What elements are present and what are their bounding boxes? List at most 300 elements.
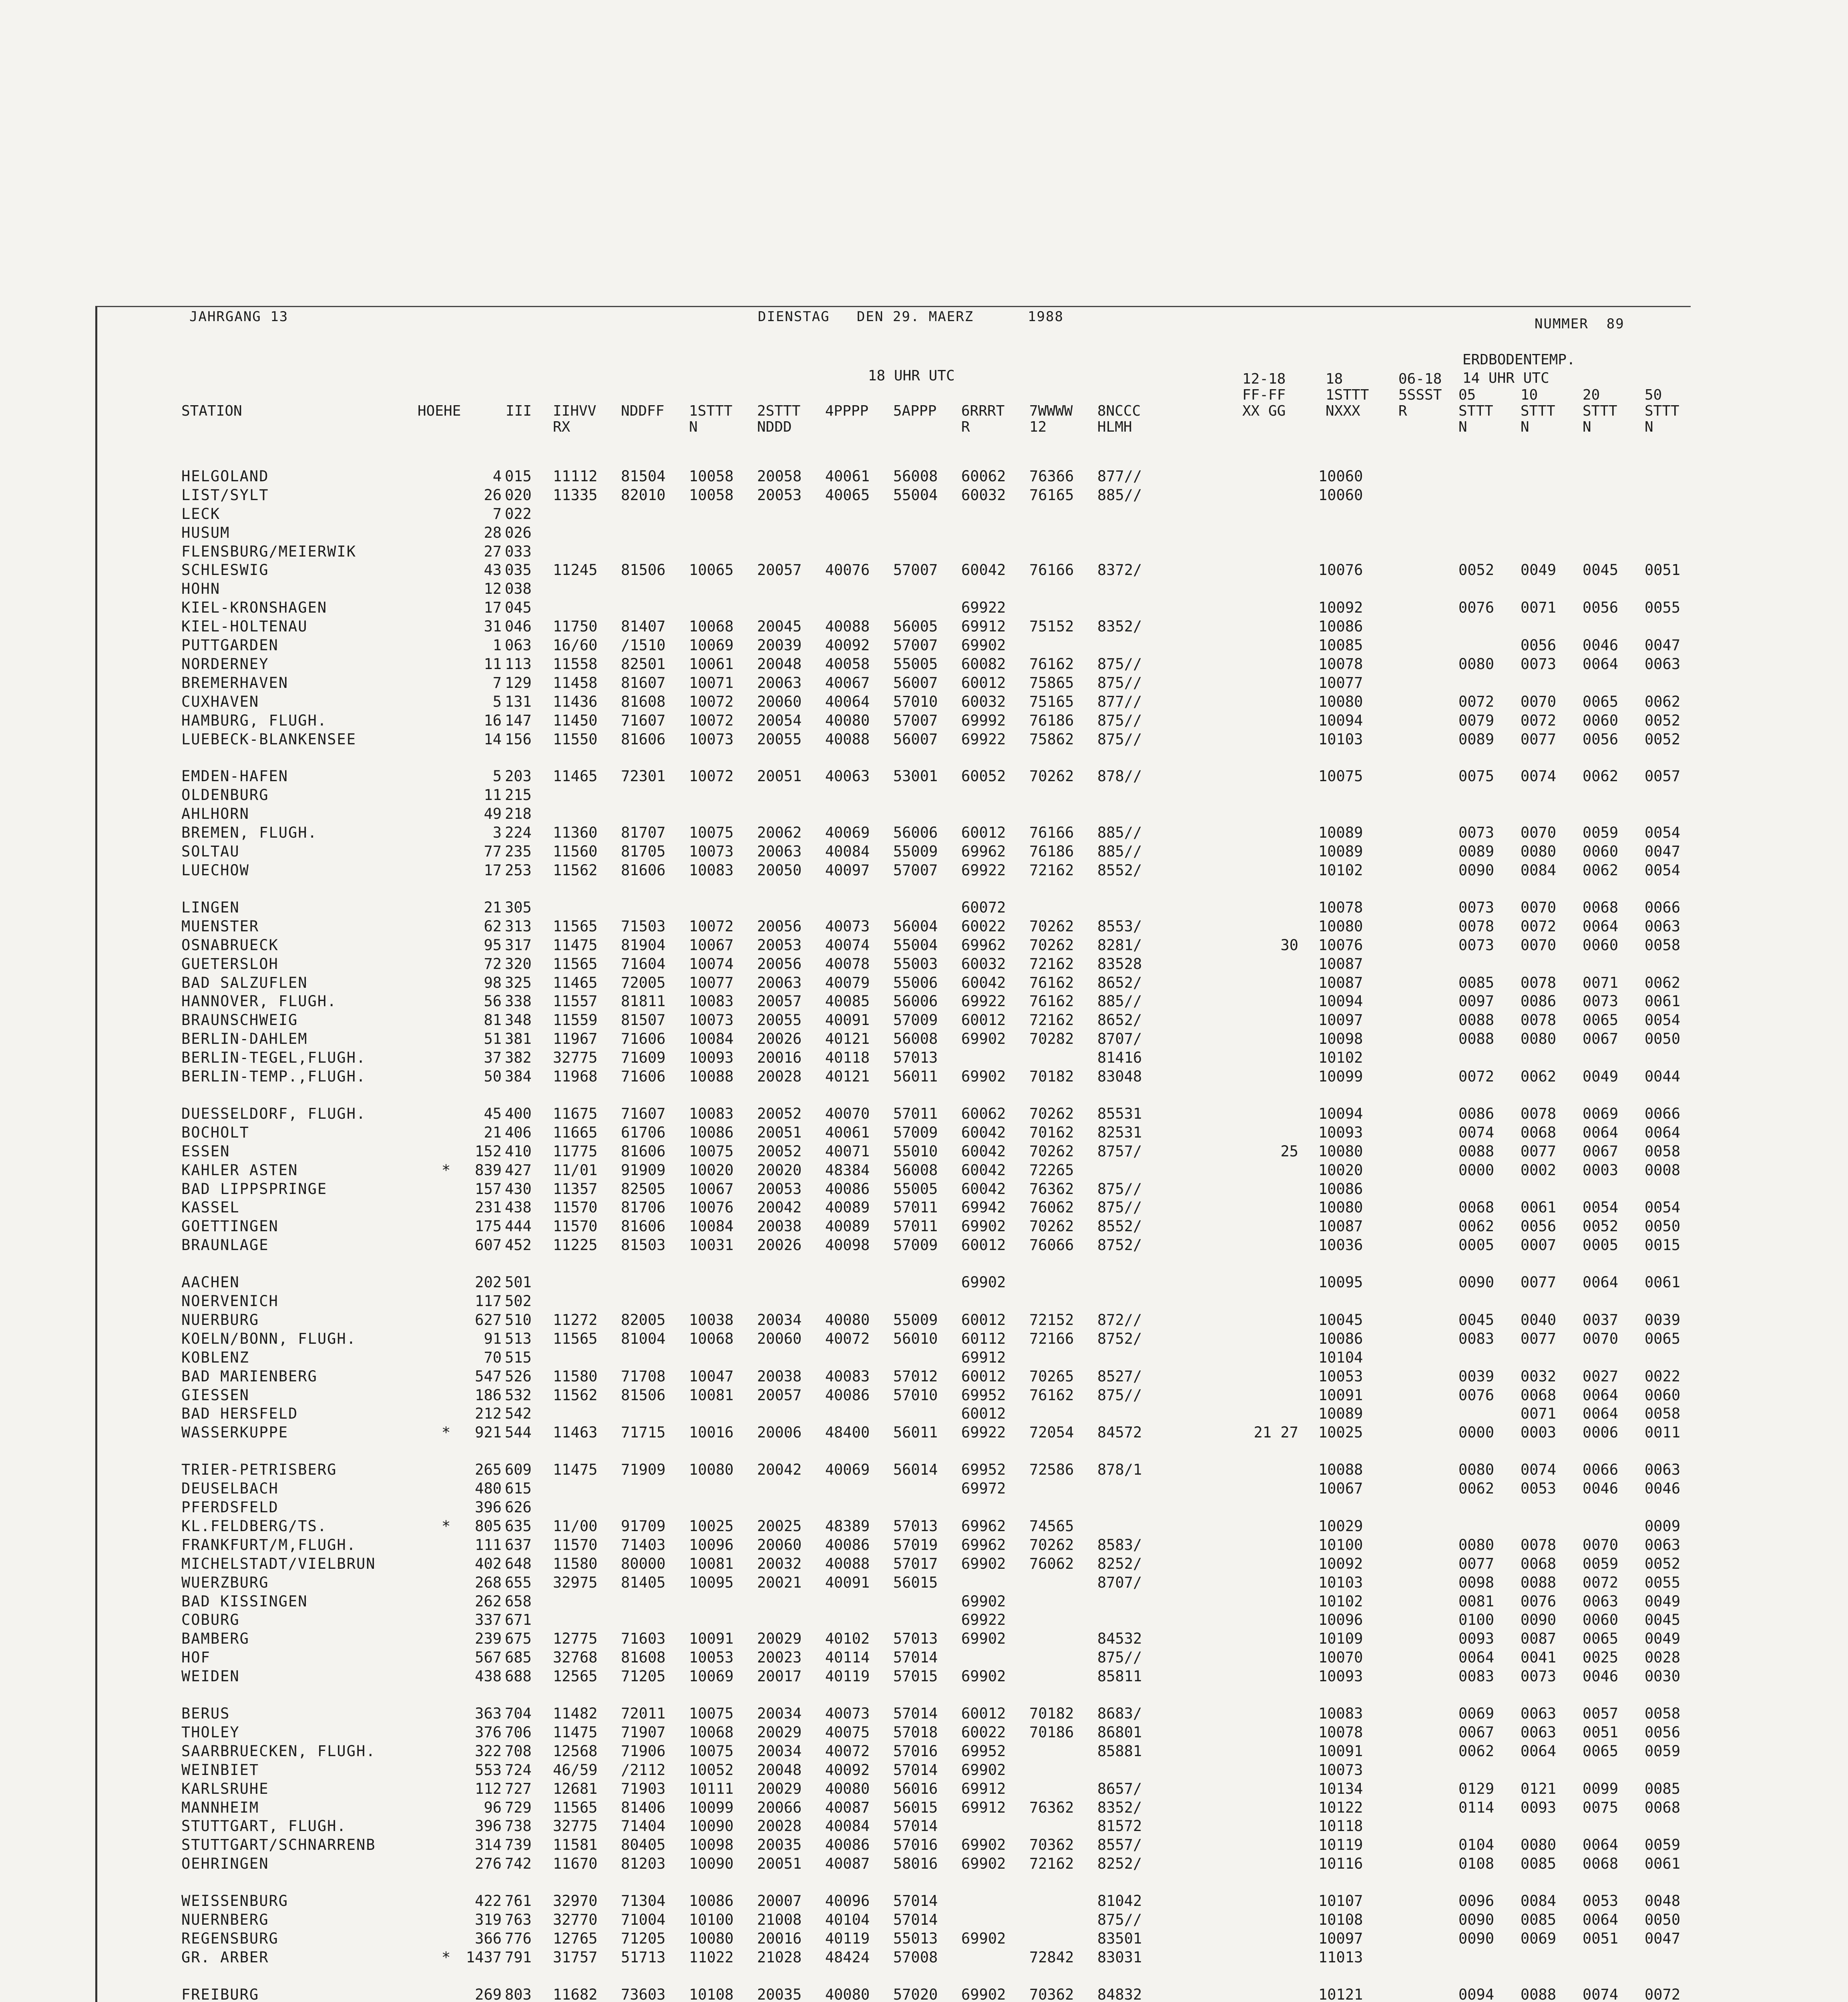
obs-c5: 40092 [825, 637, 870, 654]
station-height: 396 [475, 1817, 502, 1835]
temp-18: 10020 [1318, 1162, 1363, 1179]
station-height: 11 [484, 786, 502, 804]
station-name: BRAUNLAGE [181, 1236, 269, 1254]
temp-18: 10060 [1318, 468, 1363, 485]
obs-c5: 40121 [825, 1068, 870, 1085]
obs-c2: 73603 [621, 1986, 666, 2002]
obs-c5: 40091 [825, 1011, 870, 1029]
obs-c7: 60082 [961, 655, 1006, 673]
obs-c1: 11335 [553, 486, 598, 504]
obs-c1: 11/01 [553, 1162, 598, 1179]
obs-c3: 10076 [689, 1199, 734, 1216]
soil-temp-e50: 0054 [1645, 862, 1681, 879]
station-height: 152 [475, 1143, 502, 1160]
station-height: 186 [475, 1387, 502, 1404]
obs-c2: 81504 [621, 468, 666, 485]
obs-c8: 75165 [1029, 693, 1074, 710]
obs-c8: 76166 [1029, 824, 1074, 841]
soil-temp-e50: 0054 [1645, 1011, 1681, 1029]
obs-c1: 32770 [553, 1911, 598, 1928]
obs-c1: 11245 [553, 561, 598, 579]
soil-temp-e20: 0056 [1583, 731, 1619, 748]
obs-c6: 57007 [893, 862, 938, 879]
obs-c2: 71906 [621, 1743, 666, 1760]
temp-18: 10076 [1318, 561, 1363, 579]
obs-c3: 10084 [689, 1030, 734, 1047]
obs-c7: 60072 [961, 899, 1006, 916]
obs-c9: 85531 [1097, 1105, 1142, 1122]
station-name: REGENSBURG [181, 1930, 279, 1947]
soil-temp-e20: 0046 [1583, 1480, 1619, 1497]
obs-c1: 11475 [553, 1461, 598, 1478]
soil-temp-e20: 0003 [1583, 1162, 1619, 1179]
obs-c3: 10100 [689, 1911, 734, 1928]
obs-c1: 11450 [553, 712, 598, 729]
temp-18: 10098 [1318, 1030, 1363, 1047]
obs-c5: 48400 [825, 1424, 870, 1441]
obs-c5: 40098 [825, 1236, 870, 1254]
soil-temp-e5: 0090 [1458, 1930, 1494, 1947]
obs-c4: 21028 [757, 1949, 802, 1966]
station-name: FLENSBURG/MEIERWIK [181, 543, 356, 560]
temp-18: 10094 [1318, 993, 1363, 1010]
obs-c8: 72162 [1029, 1855, 1074, 1872]
station-height: 50 [484, 1068, 502, 1085]
obs-c1: 32775 [553, 1049, 598, 1066]
soil-temp-e20: 0068 [1583, 1855, 1619, 1872]
obs-c7: 60042 [961, 1124, 1006, 1141]
obs-c3: 10016 [689, 1424, 734, 1441]
soil-temp-e10: 0070 [1521, 693, 1557, 710]
soil-temp-e5: 0073 [1458, 937, 1494, 954]
obs-c6: 57017 [893, 1555, 938, 1572]
obs-c1: 11357 [553, 1180, 598, 1198]
obs-c1: 11562 [553, 1387, 598, 1404]
station-index: 348 [505, 1011, 532, 1029]
obs-c4: 20057 [757, 993, 802, 1010]
obs-c6: 57015 [893, 1668, 938, 1685]
obs-c1: 11775 [553, 1143, 598, 1160]
obs-c3: 10075 [689, 1143, 734, 1160]
obs-c7: 69902 [961, 637, 1006, 654]
obs-c7: 69962 [961, 1536, 1006, 1554]
obs-c5: 40086 [825, 1180, 870, 1198]
soil-temp-e50: 0054 [1645, 824, 1681, 841]
station-index: 410 [505, 1143, 532, 1160]
obs-c7: 60022 [961, 1724, 1006, 1741]
obs-c3: 10095 [689, 1574, 734, 1591]
soil-temp-e20: 0065 [1583, 1011, 1619, 1029]
soil-temp-e10: 0074 [1521, 1461, 1557, 1478]
station-name: GR. ARBER [181, 1949, 269, 1966]
obs-c9: 8372/ [1097, 561, 1142, 579]
obs-c7: 69962 [961, 843, 1006, 860]
soil-temp-e50: 0064 [1645, 1124, 1681, 1141]
soil-temp-e50: 0048 [1645, 1892, 1681, 1910]
obs-c7: 69902 [961, 1855, 1006, 1872]
obs-c4: 20052 [757, 1143, 802, 1160]
station-height: 627 [475, 1311, 502, 1329]
station-height: 376 [475, 1724, 502, 1741]
station-height: 314 [475, 1836, 502, 1853]
station-height: 839 [475, 1162, 502, 1179]
soil-temp-e50: 0047 [1645, 1930, 1681, 1947]
temp-18: 10091 [1318, 1743, 1363, 1760]
obs-c1: 11/00 [553, 1518, 598, 1535]
station-height: 77 [484, 843, 502, 860]
obs-c7: 69922 [961, 1424, 1006, 1441]
station-name: GIESSEN [181, 1387, 249, 1404]
obs-c5: 40078 [825, 955, 870, 973]
issue-number: NUMMER 89 [1535, 316, 1625, 332]
group-18-utc: 18 UHR UTC [868, 368, 955, 384]
soil-temp-e20: 0027 [1583, 1368, 1619, 1385]
obs-c9: 878/1 [1097, 1461, 1142, 1478]
obs-c4: 20050 [757, 862, 802, 879]
station-height: 21 [484, 899, 502, 916]
obs-c9: 8583/ [1097, 1536, 1142, 1554]
col-e20: 20 STTT N [1583, 387, 1617, 435]
obs-c9: 8553/ [1097, 918, 1142, 935]
obs-c4: 20053 [757, 1180, 802, 1198]
soil-temp-e50: 0061 [1645, 993, 1681, 1010]
obs-c5: 40096 [825, 1892, 870, 1910]
obs-c2: 81608 [621, 693, 666, 710]
obs-c2: 81506 [621, 1387, 666, 1404]
obs-c2: 81606 [621, 862, 666, 879]
obs-c4: 20060 [757, 693, 802, 710]
station-height: 921 [475, 1424, 502, 1441]
obs-c7: 69922 [961, 993, 1006, 1010]
obs-c3: 10031 [689, 1236, 734, 1254]
obs-c9: 8652/ [1097, 974, 1142, 991]
obs-c6: 57009 [893, 1124, 938, 1141]
soil-temp-e50: 0028 [1645, 1649, 1681, 1666]
obs-c4: 20034 [757, 1311, 802, 1329]
soil-temp-e10: 0084 [1521, 1892, 1557, 1910]
station-index: 706 [505, 1724, 532, 1741]
obs-c2: 71606 [621, 1068, 666, 1085]
obs-c3: 10068 [689, 1330, 734, 1347]
obs-c4: 20057 [757, 1387, 802, 1404]
obs-c4: 20053 [757, 937, 802, 954]
obs-c8: 70362 [1029, 1986, 1074, 2002]
station-name: WUERZBURG [181, 1574, 269, 1591]
obs-c9: 86801 [1097, 1724, 1142, 1741]
temp-18: 10093 [1318, 1124, 1363, 1141]
soil-temp-e50: 0008 [1645, 1162, 1681, 1179]
obs-c7: 69902 [961, 1986, 1006, 2002]
obs-c1: 11565 [553, 955, 598, 973]
temp-18: 10100 [1318, 1536, 1363, 1554]
soil-temp-e10: 0007 [1521, 1236, 1557, 1254]
obs-c3: 10067 [689, 1180, 734, 1198]
obs-c7: 60012 [961, 1236, 1006, 1254]
col-e10: 10 STTT N [1521, 387, 1555, 435]
soil-temp-e20: 0073 [1583, 993, 1619, 1010]
volume-label: JAHRGANG 13 [189, 309, 289, 325]
soil-temp-e10: 0086 [1521, 993, 1557, 1010]
obs-c7: 69902 [961, 1274, 1006, 1291]
station-index: 215 [505, 786, 532, 804]
temp-18: 10091 [1318, 1387, 1363, 1404]
obs-c1: 11562 [553, 862, 598, 879]
temp-18: 10080 [1318, 1143, 1363, 1160]
soil-temp-e5: 0094 [1458, 1986, 1494, 2002]
soil-temp-e50: 0056 [1645, 1724, 1681, 1741]
soil-temp-e5: 0083 [1458, 1668, 1494, 1685]
obs-c5: 48384 [825, 1162, 870, 1179]
obs-c5: 40075 [825, 1724, 870, 1741]
soil-temp-e50: 0052 [1645, 731, 1681, 748]
soil-temp-e50: 0072 [1645, 1986, 1681, 2002]
station-index: 729 [505, 1799, 532, 1816]
temp-18: 10102 [1318, 862, 1363, 879]
station-index: 325 [505, 974, 532, 991]
obs-c3: 10075 [689, 824, 734, 841]
obs-c5: 40061 [825, 1124, 870, 1141]
obs-c2: 71604 [621, 955, 666, 973]
obs-c6: 56007 [893, 731, 938, 748]
station-index: 022 [505, 505, 532, 523]
obs-c3: 10093 [689, 1049, 734, 1066]
station-name: MICHELSTADT/VIELBRUN [181, 1555, 376, 1572]
station-index: 438 [505, 1199, 532, 1216]
station-name: NUERBURG [181, 1311, 259, 1329]
station-index: 708 [505, 1743, 532, 1760]
soil-temp-e10: 0078 [1521, 974, 1557, 991]
obs-c1: 32775 [553, 1817, 598, 1835]
soil-temp-e50: 0063 [1645, 1461, 1681, 1478]
temp-18: 10108 [1318, 1911, 1363, 1928]
station-height: 111 [475, 1536, 502, 1554]
station-index: 791 [505, 1949, 532, 1966]
obs-c1: 11557 [553, 993, 598, 1010]
obs-c2: 71903 [621, 1780, 666, 1797]
soil-temp-e20: 0063 [1583, 1593, 1619, 1610]
obs-c5: 40065 [825, 486, 870, 504]
soil-temp-e20: 0074 [1583, 1986, 1619, 2002]
obs-c9: 877// [1097, 468, 1142, 485]
station-name: DUESSELDORF, FLUGH. [181, 1105, 366, 1122]
station-height: 5 [492, 768, 502, 785]
soil-temp-e20: 0064 [1583, 1387, 1619, 1404]
obs-c4: 20058 [757, 468, 802, 485]
obs-c5: 40086 [825, 1387, 870, 1404]
obs-c9: 877// [1097, 693, 1142, 710]
station-height: 212 [475, 1405, 502, 1422]
obs-c2: 81606 [621, 731, 666, 748]
wind-gust: 30 [1280, 937, 1298, 954]
obs-c3: 10083 [689, 862, 734, 879]
obs-c3: 10058 [689, 468, 734, 485]
obs-c6: 53001 [893, 768, 938, 785]
soil-temp-e10: 0088 [1521, 1986, 1557, 2002]
obs-c6: 57010 [893, 1387, 938, 1404]
station-index: 156 [505, 731, 532, 748]
soil-temp-e5: 0073 [1458, 824, 1494, 841]
obs-c9: 85811 [1097, 1668, 1142, 1685]
temp-18: 10094 [1318, 712, 1363, 729]
soil-temp-e50: 0059 [1645, 1743, 1681, 1760]
soil-temp-e20: 0070 [1583, 1536, 1619, 1554]
obs-c5: 40080 [825, 1780, 870, 1797]
col-c9: 8NCCC HLMH [1097, 403, 1141, 435]
obs-c9: 885// [1097, 824, 1142, 841]
obs-c8: 72162 [1029, 955, 1074, 973]
obs-c8: 74565 [1029, 1518, 1074, 1535]
station-index: 452 [505, 1236, 532, 1254]
obs-c1: 11550 [553, 731, 598, 748]
obs-c7: 60012 [961, 1705, 1006, 1722]
soil-temp-e50: 0047 [1645, 843, 1681, 860]
station-name: OSNABRUECK [181, 937, 279, 954]
station-index: 045 [505, 599, 532, 616]
obs-c3: 10071 [689, 674, 734, 691]
soil-temp-e20: 0059 [1583, 824, 1619, 841]
soil-temp-e20: 0060 [1583, 937, 1619, 954]
station-name: BERUS [181, 1705, 230, 1722]
col-c5: 4PPPP [825, 403, 869, 419]
obs-c5: 40087 [825, 1799, 870, 1816]
soil-temp-e10: 0071 [1521, 1405, 1557, 1422]
soil-temp-e10: 0002 [1521, 1162, 1557, 1179]
obs-c4: 20006 [757, 1424, 802, 1441]
obs-c4: 20032 [757, 1555, 802, 1572]
station-name: KIEL-KRONSHAGEN [181, 599, 327, 616]
soil-temp-e20: 0053 [1583, 1892, 1619, 1910]
station-index: 382 [505, 1049, 532, 1066]
obs-c4: 20042 [757, 1461, 802, 1478]
obs-c9: 8281/ [1097, 937, 1142, 954]
station-height: 553 [475, 1761, 502, 1779]
station-name: BRAUNSCHWEIG [181, 1011, 298, 1029]
station-name: MUENSTER [181, 918, 259, 935]
temp-18: 10092 [1318, 599, 1363, 616]
obs-c5: 40080 [825, 1311, 870, 1329]
obs-c2: 81405 [621, 1574, 666, 1591]
station-name: GOETTINGEN [181, 1218, 279, 1235]
station-index: 320 [505, 955, 532, 973]
obs-c6: 57013 [893, 1518, 938, 1535]
col-c7: 6RRRT R [961, 403, 1005, 435]
station-name: KL.FELDBERG/TS. [181, 1518, 327, 1535]
obs-c6: 55004 [893, 486, 938, 504]
obs-c8: 75862 [1029, 731, 1074, 748]
station-height: 1437 [466, 1949, 502, 1966]
obs-c2: 71909 [621, 1461, 666, 1478]
obs-c1: 11465 [553, 974, 598, 991]
obs-c9: 85881 [1097, 1743, 1142, 1760]
obs-c1: 12568 [553, 1743, 598, 1760]
soil-temp-e5: 0093 [1458, 1630, 1494, 1647]
obs-c6: 56011 [893, 1424, 938, 1441]
obs-c5: 40085 [825, 993, 870, 1010]
obs-c6: 57016 [893, 1743, 938, 1760]
obs-c7: 69952 [961, 1461, 1006, 1478]
obs-c7: 60042 [961, 1180, 1006, 1198]
obs-c3: 10111 [689, 1780, 734, 1797]
soil-temp-e5: 0067 [1458, 1724, 1494, 1741]
soil-temp-e20: 0067 [1583, 1143, 1619, 1160]
obs-c9: 872// [1097, 1311, 1142, 1329]
obs-c2: 81904 [621, 937, 666, 954]
station-index: 427 [505, 1162, 532, 1179]
obs-c3: 10047 [689, 1368, 734, 1385]
obs-c7: 60062 [961, 1105, 1006, 1122]
temp-18: 10076 [1318, 937, 1363, 954]
station-name: BERLIN-TEMP.,FLUGH. [181, 1068, 366, 1085]
obs-c3: 10080 [689, 1461, 734, 1478]
soil-temp-e10: 0072 [1521, 712, 1557, 729]
obs-c4: 20025 [757, 1518, 802, 1535]
col-e5: 05 STTT N [1458, 387, 1493, 435]
obs-c2: 91909 [621, 1162, 666, 1179]
station-name: GUETERSLOH [181, 955, 279, 973]
station-index: 803 [505, 1986, 532, 2002]
station-name: BERLIN-TEGEL,FLUGH. [181, 1049, 366, 1066]
obs-c4: 21008 [757, 1911, 802, 1928]
station-name: BAD SALZUFLEN [181, 974, 308, 991]
station-name: KOELN/BONN, FLUGH. [181, 1330, 356, 1347]
obs-c6: 56006 [893, 993, 938, 1010]
station-height: 3 [492, 824, 502, 841]
soil-temp-e20: 0071 [1583, 974, 1619, 991]
soil-temp-e50: 0055 [1645, 1574, 1681, 1591]
station-index: 444 [505, 1218, 532, 1235]
obs-c2: 82010 [621, 486, 666, 504]
obs-c3: 10086 [689, 1892, 734, 1910]
obs-c4: 20056 [757, 918, 802, 935]
soil-temp-e5: 0108 [1458, 1855, 1494, 1872]
obs-c8: 70262 [1029, 937, 1074, 954]
station-name: HOF [181, 1649, 211, 1666]
obs-c8: 76186 [1029, 712, 1074, 729]
obs-c2: 71715 [621, 1424, 666, 1441]
soil-temp-e10: 0072 [1521, 918, 1557, 935]
obs-c2: 71205 [621, 1668, 666, 1685]
station-height: 337 [475, 1611, 502, 1628]
station-height: 27 [484, 543, 502, 560]
obs-c3: 10068 [689, 618, 734, 635]
station-index: 063 [505, 637, 532, 654]
obs-c6: 57013 [893, 1049, 938, 1066]
soil-temp-e20: 0069 [1583, 1105, 1619, 1122]
obs-c9: 8552/ [1097, 1218, 1142, 1235]
station-height: 157 [475, 1180, 502, 1198]
obs-c7: 69902 [961, 1030, 1006, 1047]
station-index: 131 [505, 693, 532, 710]
obs-c3: 10052 [689, 1761, 734, 1779]
soil-temp-e20: 0056 [1583, 599, 1619, 616]
obs-c2: 71607 [621, 712, 666, 729]
obs-c3: 10108 [689, 1986, 734, 2002]
soil-temp-e50: 0065 [1645, 1330, 1681, 1347]
obs-c4: 20052 [757, 1105, 802, 1122]
station-height: 14 [484, 731, 502, 748]
soil-temp-e5: 0079 [1458, 712, 1494, 729]
obs-c3: 10073 [689, 731, 734, 748]
station-name: AACHEN [181, 1274, 240, 1291]
obs-c3: 10090 [689, 1855, 734, 1872]
obs-c6: 57008 [893, 1949, 938, 1966]
obs-c6: 57009 [893, 1236, 938, 1254]
station-index: 317 [505, 937, 532, 954]
obs-c6: 57007 [893, 712, 938, 729]
station-index: 515 [505, 1349, 532, 1366]
obs-c7: 69902 [961, 1593, 1006, 1610]
obs-c6: 57016 [893, 1836, 938, 1853]
